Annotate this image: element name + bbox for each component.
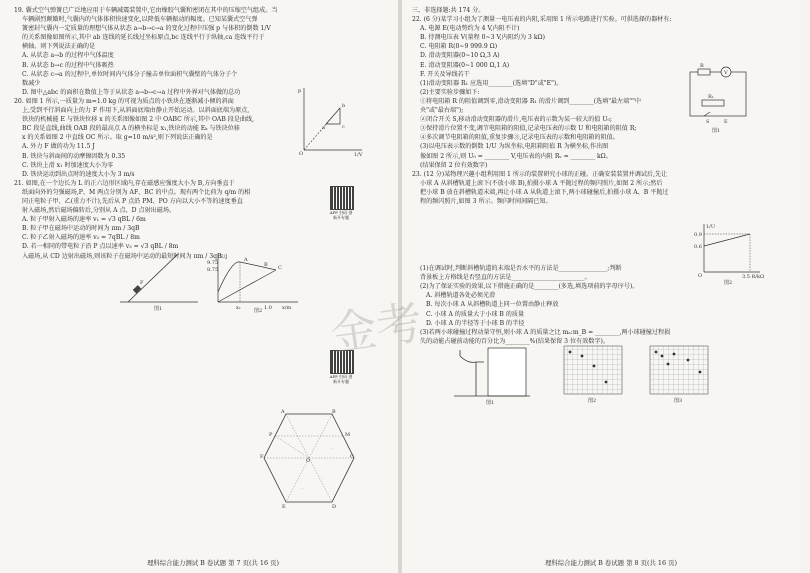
text-line: (2)主要实验步骤如下: xyxy=(420,88,480,96)
text-line: D. 图中△abc 的面积在数值上等于从状态 a→b→c→a 过程中外界对气体做的总功 xyxy=(22,88,241,96)
svg-text:8.75: 8.75 xyxy=(207,267,219,273)
svg-text:F: F xyxy=(140,280,144,286)
text-line: D. 若一相同的带电粒子沿 P 点以速率 v₃ = √3 qBL / 8m xyxy=(22,243,179,251)
text-line: F. 开关及导线若干 xyxy=(420,70,470,78)
text-line: C. 电阻箱 R(0~9 999.9 Ω) xyxy=(420,43,498,51)
text-line: 22. (6 分)某学习小组为了测量一电压表的内阻,采用图 1 所示电路进行实验。可供选择的器材有: xyxy=(412,16,672,24)
svg-text:V: V xyxy=(724,70,728,76)
text-line: B. 每次小球 A 从斜槽轨道上同一位置由静止释放 xyxy=(426,301,559,309)
svg-text:1/U: 1/U xyxy=(706,224,716,230)
text-line: ④多次调节电阻箱的阻值,重复步骤③,记录电压表的示数和电阻箱的阻值。 xyxy=(420,134,619,142)
section-heading: 三、非选择题:共 174 分。 xyxy=(412,7,485,14)
text-line: 同正电粒子甲、乙(重力不计),先后从 P 点沿 PM、PO 方向以大小不等的速度垂直 xyxy=(22,197,243,205)
svg-text:·: · xyxy=(322,476,324,481)
photo-grid-2 xyxy=(562,344,626,406)
left-page xyxy=(0,0,398,573)
fig2-label-23: 图2 xyxy=(588,398,597,404)
right-page xyxy=(402,0,800,573)
text-line: E. 滑动变阻器(0~1 000 Ω,1 A) xyxy=(420,61,510,69)
text-line: A. 外力 F 做的功为 11.5 J xyxy=(22,143,95,151)
text-line: 铁块的机械能 E 与铁块位移 x 的关系图像如图 2 中 OABC 所示,其中 OAB 段是曲线, xyxy=(22,116,255,124)
svg-text:0.6: 0.6 xyxy=(694,244,702,250)
text-line: D. 滑动变阻器(0~10 Ω,3 A) xyxy=(420,52,500,60)
text-line: A. 斜槽轨道各处必须光滑 xyxy=(426,292,496,300)
text-line: 程的频闪照片,如图 3 所示。频闪时间间隔已知。 xyxy=(420,197,552,205)
graph2-label: 图2 xyxy=(724,280,733,286)
text-line: 数减少 xyxy=(22,79,41,87)
circuit-figure xyxy=(680,60,756,136)
text-line: 央"或"最右端"); xyxy=(420,107,464,115)
text-line: A. 粒子甲射入磁场的速率 v₁ = √3 qBL / 6m xyxy=(22,216,146,224)
hexagon-figure xyxy=(262,410,356,508)
text-line: B. 铁块与斜面间的动摩擦因数为 0.35 xyxy=(22,152,126,160)
text-line: 背景板上方格线是否竖直的方法是________________________。 xyxy=(420,274,591,282)
text-line: A. 电源 E(电动势约为 4 V,内阻不计) xyxy=(420,25,520,33)
svg-text:R: R xyxy=(700,63,704,69)
svg-text:·: · xyxy=(302,486,304,491)
fig1-label-23: 图1 xyxy=(486,400,495,406)
incline-figure xyxy=(118,250,202,312)
inverse-u-graph xyxy=(694,222,764,284)
text-line: 小球 A 从斜槽轨道上滚下(不放小球 B),拍摄小球 A 平抛过程的频闪照片,如图 2 所示;然后 xyxy=(420,179,663,187)
svg-text:9.75: 9.75 xyxy=(207,260,219,266)
svg-text:O: O xyxy=(306,458,311,464)
text-line: B. 从状态 b→c 的过程中气体吸热 xyxy=(22,61,114,69)
svg-text:b: b xyxy=(342,103,346,109)
text-line: C. 铁块上滑 x₁ 时加速度大小为零 xyxy=(22,161,114,169)
right-page-footer: 理科综合能力测试 B 卷试题 第 8 页(共 16 页) xyxy=(545,559,677,567)
svg-text:E/J: E/J xyxy=(220,254,228,260)
svg-text:R₁: R₁ xyxy=(708,94,714,100)
svg-text:F: F xyxy=(260,454,264,460)
text-line: (1)在调试时,判断斜槽轨道的末端是否水平的方法是________________;判断 xyxy=(420,265,622,273)
qr-code-icon xyxy=(330,186,354,210)
text-line: (2)为了保证实验的效果,以下措施正确的是________(多选,填选项前的字母序号)。 xyxy=(420,283,639,291)
svg-text:D: D xyxy=(332,504,337,510)
svg-text:1.0: 1.0 xyxy=(264,305,272,311)
text-line: ②闭合开关 S,移动滑动变阻器的滑片,电压表的示数为某一较大的值 U₀; xyxy=(420,116,612,124)
circuit-fig-label: 图1 xyxy=(712,128,721,134)
svg-text:x/m: x/m xyxy=(282,305,292,311)
text-line: C. 从状态 c→a 的过程中,单位时间内气体分子撞击单位面积气囊壁的气体分子个 xyxy=(22,70,238,78)
svg-text:3.5 R/kΩ: 3.5 R/kΩ xyxy=(742,274,765,280)
svg-text:c: c xyxy=(342,124,345,130)
svg-text:O: O xyxy=(698,273,703,279)
text-line: 纸面向外的匀强磁场,P、M 两点分别为 AF、BC 的中点。现有两个比荷为 q/m 的相 xyxy=(22,188,251,196)
svg-text:O: O xyxy=(299,151,304,157)
text-line: 23. (12 分)某物理兴趣小组利用图 1 所示的装置研究小球的正碰。正确安装装置并调试后,先让 xyxy=(412,170,668,178)
text-line: B. 待测电压表 V(量程 0~3 V,内阻约为 3 kΩ) xyxy=(420,34,545,42)
energy-graph xyxy=(206,252,302,314)
svg-text:p: p xyxy=(298,88,302,94)
question-21-tail: 入磁场,从 CD 边射出磁场,则该粒子在磁场中运动的最短时间为 πm / 3qB xyxy=(22,252,222,260)
svg-text:E: E xyxy=(724,119,728,125)
svg-text:B: B xyxy=(264,262,268,268)
text-line: 射入磁场,然后磁场偏转后,分别从 A 点、D 点射出磁场。 xyxy=(22,207,176,215)
svg-text:S: S xyxy=(706,119,710,125)
text-line: 19. 囊式空气弹簧已广泛地应用于车辆减震装置中,它由橡胶气囊和密闭在其中的压缩空气组成。当 xyxy=(14,7,278,14)
text-line: ①将电阻箱 R 的阻值调到零,滑动变阻器 R₁ 的滑片调到________(选填"最左端""中 xyxy=(420,97,641,105)
text-line: ③保持滑片位置不变,调节电阻箱的阻值,记录电压表的示数 U 和电阻箱的阻值 R; xyxy=(420,125,637,133)
svg-text:0.9: 0.9 xyxy=(694,232,702,238)
text-line: BC 段是直线,曲线 OAB 段的最高点 A 的横坐标是 x₁,铁块的动能 Eₖ 与铁块位移 xyxy=(22,125,240,133)
text-line: 的关系图像如图所示,其中 ab 连线的延长线过坐标原点,bc 连线平行于纵轴,ca 连线平行于 xyxy=(22,34,265,42)
svg-text:·: · xyxy=(292,426,294,431)
text-line: 上,受到平行斜面向上的力 F 作用下,从斜面底端由静止开始运动。以斜面底端为原点, xyxy=(22,107,250,115)
text-line: 像如图 2 所示,则 U₀ = ________ V,电压表的内阻 Rᵥ = ________ kΩ。 xyxy=(420,152,612,160)
qr-label: APP 扫码 创新开专题 xyxy=(329,210,353,220)
text-line: (3)若两小球碰撞过程动量守恒,则小球 A 的质量之比 mₐ:m_B = ________,两小球碰撞过程损 xyxy=(420,328,671,336)
text-line: 簧密封气囊内一定质量的理想气体从状态 a→b→c→a 的变化过程中压强 p 与体积的倒数 1/V xyxy=(22,25,271,33)
left-page-footer: 理科综合能力测试 B 卷试题 第 7 页(共 16 页) xyxy=(147,559,279,567)
text-line: 21. 如图,在一个边长为 L 的正六边形区域内,存在磁感应强度大小为 B,方向垂直于 xyxy=(14,179,235,187)
text-line: 横轴。则下列说法正确的是 xyxy=(22,43,96,51)
question-21-options xyxy=(14,215,390,251)
pv-graph xyxy=(296,84,366,156)
svg-text:M: M xyxy=(345,432,351,438)
apparatus-figure xyxy=(452,344,532,406)
text-line: D. 小球 A 的半径等于小球 B 的半径 xyxy=(426,319,525,327)
text-line: D. 铁块运动到出点时的速度大小为 3 m/s xyxy=(22,170,135,178)
photo-grid-3 xyxy=(648,344,712,406)
text-line: (1)滑动变阻器 R₁ 应选用________(选填"D"或"E")。 xyxy=(420,79,563,87)
text-line: 20. 如图 1 所示,一质量为 m=1.0 kg 的可视为质点的小铁块在逐渐减小倾的斜面 xyxy=(14,97,234,105)
svg-text:C: C xyxy=(278,265,282,271)
svg-text:B: B xyxy=(332,409,336,415)
question-23 xyxy=(412,170,788,206)
text-line: B. 粒子甲在磁场中运动的时间为 πm / 3qB xyxy=(22,225,140,233)
svg-text:P: P xyxy=(269,432,273,438)
watermark: 金考 xyxy=(327,294,426,362)
text-line: 把小球 B 放在斜槽轨道末端,再让小球 A 从轨道上滚下,两小球碰撞后,拍摄小球 A、B 平抛过 xyxy=(420,188,669,196)
svg-text:1/V: 1/V xyxy=(354,152,363,158)
text-line: (3)以电压表示数的倒数 1/U 为纵坐标,电阻箱阻值 R 为横坐标,作出图 xyxy=(420,143,609,151)
svg-text:A: A xyxy=(281,409,285,415)
text-line: A. 从状态 a→b 的过程中气体温度 xyxy=(22,52,114,60)
text-line: (结果保留 2 位有效数字) xyxy=(420,161,488,169)
text-line: 车辆剧烈颠簸时,气囊内的气体体积快速变化,以降低车辆振动的幅度。已知某囊式空气弹 xyxy=(22,16,258,24)
svg-text:x₁: x₁ xyxy=(236,305,241,311)
text-line: 失的动能占碰前动能的百分比为________%(结果保留 3 位有效数字)。 xyxy=(420,337,609,345)
fig1-label: 图1 xyxy=(154,306,163,312)
text-line: C. 小球 A 的质量大于小球 B 的质量 xyxy=(426,310,525,318)
svg-text:A: A xyxy=(244,257,248,263)
qr-label: APP 扫码 创新开专题 xyxy=(329,374,353,384)
fig3-label-23: 图3 xyxy=(674,398,683,404)
svg-text:E: E xyxy=(282,504,286,510)
text-line: C. 粒子乙射入磁场的速率 v₂ = 7qBL / 8m xyxy=(22,234,140,242)
text-line: x 的关系如图 2 中直线 OC 所示。取 g=10 m/s²,则下列说法正确的是 xyxy=(22,134,213,142)
svg-text:C: C xyxy=(350,454,354,460)
svg-text:a: a xyxy=(322,125,325,131)
fig2-label: 图2 xyxy=(254,308,263,314)
svg-text:·: · xyxy=(332,446,334,451)
